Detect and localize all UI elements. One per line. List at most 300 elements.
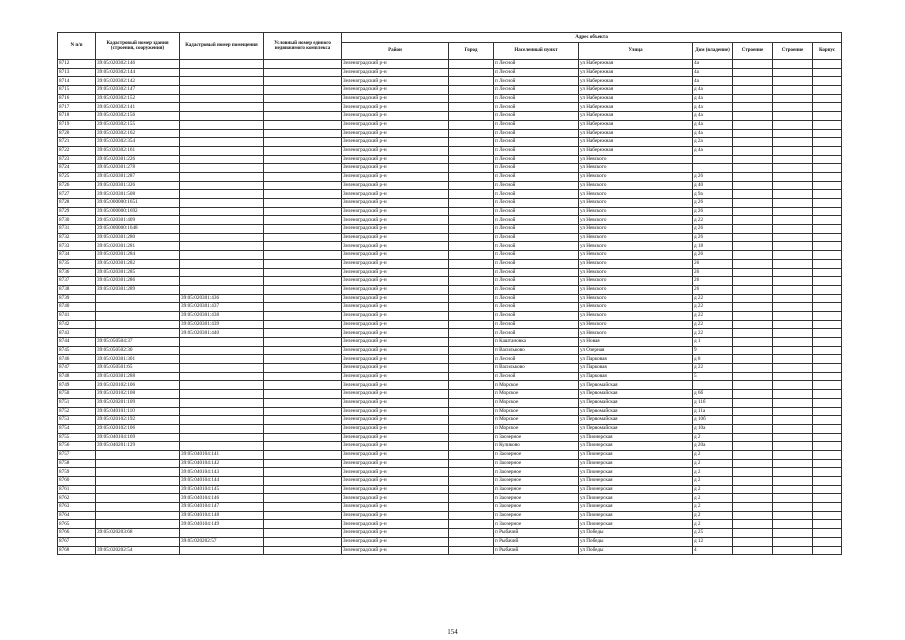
settlement-cell: п Лесной: [494, 120, 579, 129]
block-cell: [813, 381, 842, 390]
structure-cell: [773, 398, 813, 407]
city-cell: [449, 303, 494, 312]
house-cell: д 2: [693, 468, 733, 477]
house-cell: д 25: [693, 529, 733, 538]
cad-building-cell: [96, 485, 180, 494]
house-cell: 4а: [693, 60, 733, 69]
building-cell: [733, 251, 773, 260]
complex-cell: [264, 77, 342, 86]
table-row: [58, 529, 842, 538]
house-cell: [693, 381, 733, 390]
block-cell: [813, 68, 842, 77]
cad-room-cell: 39:05:040104:141: [180, 450, 264, 459]
row-num-cell: 8762: [58, 494, 96, 503]
settlement-cell: п Заозерное: [494, 503, 579, 512]
block-cell: [813, 346, 842, 355]
street-cell: ул Пионерская: [579, 485, 693, 494]
complex-cell: [264, 546, 342, 555]
building-cell: [733, 329, 773, 338]
city-cell: [449, 216, 494, 225]
complex-cell: [264, 120, 342, 129]
structure-cell: [773, 450, 813, 459]
block-cell: [813, 520, 842, 529]
structure-cell: [773, 364, 813, 373]
structure-cell: [773, 338, 813, 347]
house-cell: д 2: [693, 503, 733, 512]
building-cell: [733, 311, 773, 320]
table-row: [58, 416, 842, 425]
district-cell: Зеленоградский р-н: [342, 511, 449, 520]
district-cell: Зеленоградский р-н: [342, 416, 449, 425]
settlement-cell: п Морское: [494, 416, 579, 425]
city-cell: [449, 199, 494, 208]
cad-room-cell: [180, 172, 264, 181]
house-cell: 9: [693, 346, 733, 355]
table-row: [58, 285, 842, 294]
house-cell: д 4а: [693, 112, 733, 121]
structure-cell: [773, 277, 813, 286]
complex-cell: [264, 537, 342, 546]
complex-cell: [264, 172, 342, 181]
building-cell: [733, 433, 773, 442]
street-cell: ул Пионерская: [579, 459, 693, 468]
street-cell: ул Пионерская: [579, 450, 693, 459]
city-cell: [449, 485, 494, 494]
block-cell: [813, 364, 842, 373]
street-cell: ул Набережная: [579, 103, 693, 112]
header-street: Улица: [579, 43, 693, 60]
cad-room-cell: 39:05:040104:142: [180, 459, 264, 468]
table-row: [58, 207, 842, 216]
block-cell: [813, 60, 842, 69]
cad-room-cell: 39:05:040104:147: [180, 503, 264, 512]
building-cell: [733, 285, 773, 294]
cad-building-cell: 39:05:020302:144: [96, 68, 180, 77]
street-cell: ул Невского: [579, 303, 693, 312]
block-cell: [813, 129, 842, 138]
house-cell: д 22: [693, 303, 733, 312]
complex-cell: [264, 329, 342, 338]
table-row: [58, 155, 842, 164]
block-cell: [813, 529, 842, 538]
complex-cell: [264, 303, 342, 312]
house-cell: д 26: [693, 233, 733, 242]
house-cell: д 22: [693, 294, 733, 303]
district-cell: Зеленоградский р-н: [342, 355, 449, 364]
block-cell: [813, 424, 842, 433]
settlement-cell: п Лесной: [494, 303, 579, 312]
cad-building-cell: 39:05:020102:192: [96, 416, 180, 425]
complex-cell: [264, 364, 342, 373]
structure-cell: [773, 164, 813, 173]
house-cell: д 4а: [693, 146, 733, 155]
row-num-cell: 8747: [58, 364, 96, 373]
district-cell: Зеленоградский р-н: [342, 477, 449, 486]
cad-building-cell: [96, 468, 180, 477]
settlement-cell: п Заозерное: [494, 485, 579, 494]
row-num-cell: 8728: [58, 199, 96, 208]
cad-building-cell: 39:05:020302:147: [96, 86, 180, 95]
block-cell: [813, 485, 842, 494]
building-cell: [733, 546, 773, 555]
block-cell: [813, 503, 842, 512]
settlement-cell: п Лесной: [494, 207, 579, 216]
district-cell: Зеленоградский р-н: [342, 285, 449, 294]
street-cell: ул Невского: [579, 320, 693, 329]
district-cell: Зеленоградский р-н: [342, 537, 449, 546]
complex-cell: [264, 477, 342, 486]
table-row: [58, 346, 842, 355]
district-cell: Зеленоградский р-н: [342, 103, 449, 112]
street-cell: ул Новая: [579, 338, 693, 347]
cad-room-cell: [180, 216, 264, 225]
table-row: [58, 468, 842, 477]
structure-cell: [773, 251, 813, 260]
house-cell: [693, 164, 733, 173]
complex-cell: [264, 442, 342, 451]
block-cell: [813, 494, 842, 503]
cad-building-cell: [96, 294, 180, 303]
cad-room-cell: [180, 268, 264, 277]
table-row: [58, 146, 842, 155]
cad-building-cell: 39:05:020203:68: [96, 529, 180, 538]
street-cell: ул Набережная: [579, 146, 693, 155]
city-cell: [449, 277, 494, 286]
cad-room-cell: 39:05:020301:440: [180, 329, 264, 338]
building-cell: [733, 233, 773, 242]
table-row: [58, 103, 842, 112]
cad-building-cell: 39:05:020301:326: [96, 181, 180, 190]
street-cell: ул Парковая: [579, 364, 693, 373]
table-row: [58, 503, 842, 512]
cad-building-cell: 39:05:040101:110: [96, 407, 180, 416]
settlement-cell: п Лесной: [494, 242, 579, 251]
cad-room-cell: [180, 86, 264, 95]
district-cell: Зеленоградский р-н: [342, 146, 449, 155]
street-cell: ул Пионерская: [579, 511, 693, 520]
street-cell: ул Набережная: [579, 112, 693, 121]
structure-cell: [773, 199, 813, 208]
row-num-cell: 8763: [58, 503, 96, 512]
complex-cell: [264, 468, 342, 477]
street-cell: ул Пионерская: [579, 520, 693, 529]
building-cell: [733, 129, 773, 138]
header-settlement: Населенный пункт: [494, 43, 579, 60]
block-cell: [813, 372, 842, 381]
block-cell: [813, 199, 842, 208]
city-cell: [449, 60, 494, 69]
cad-building-cell: 39:05:050502:30: [96, 346, 180, 355]
table-row: [58, 112, 842, 121]
structure-cell: [773, 60, 813, 69]
cad-building-cell: 39:05:020301:284: [96, 251, 180, 260]
row-num-cell: 8748: [58, 372, 96, 381]
cad-building-cell: 39:05:020302:142: [96, 77, 180, 86]
row-num-cell: 8746: [58, 355, 96, 364]
settlement-cell: п Морское: [494, 398, 579, 407]
row-num-cell: 8766: [58, 529, 96, 538]
complex-cell: [264, 225, 342, 234]
complex-cell: [264, 338, 342, 347]
building-cell: [733, 477, 773, 486]
block-cell: [813, 207, 842, 216]
settlement-cell: п Лесной: [494, 164, 579, 173]
city-cell: [449, 120, 494, 129]
complex-cell: [264, 251, 342, 260]
structure-cell: [773, 94, 813, 103]
cad-building-cell: 39:05:020301:281: [96, 242, 180, 251]
complex-cell: [264, 242, 342, 251]
table-row: [58, 364, 842, 373]
settlement-cell: п Лесной: [494, 259, 579, 268]
row-num-cell: 8722: [58, 146, 96, 155]
cad-building-cell: [96, 450, 180, 459]
structure-cell: [773, 485, 813, 494]
table-row: [58, 225, 842, 234]
header-house: Дом (владение): [693, 43, 733, 60]
row-num-cell: 8714: [58, 77, 96, 86]
settlement-cell: п Лесной: [494, 112, 579, 121]
settlement-cell: п Лесной: [494, 181, 579, 190]
cad-room-cell: [180, 390, 264, 399]
city-cell: [449, 207, 494, 216]
block-cell: [813, 225, 842, 234]
street-cell: ул Невского: [579, 277, 693, 286]
cad-room-cell: [180, 181, 264, 190]
building-cell: [733, 355, 773, 364]
cad-room-cell: [180, 259, 264, 268]
city-cell: [449, 294, 494, 303]
district-cell: Зеленоградский р-н: [342, 468, 449, 477]
city-cell: [449, 129, 494, 138]
street-cell: ул Невского: [579, 199, 693, 208]
block-cell: [813, 242, 842, 251]
house-cell: 26: [693, 268, 733, 277]
cad-room-cell: [180, 338, 264, 347]
row-num-cell: 8765: [58, 520, 96, 529]
cad-building-cell: 39:05:020302:354: [96, 138, 180, 147]
row-num-cell: 8718: [58, 112, 96, 121]
complex-cell: [264, 320, 342, 329]
row-num-cell: 8752: [58, 407, 96, 416]
cad-room-cell: 39:05:020301:437: [180, 303, 264, 312]
table-row: [58, 485, 842, 494]
settlement-cell: п Куликово: [494, 442, 579, 451]
block-cell: [813, 433, 842, 442]
building-cell: [733, 190, 773, 199]
row-num-cell: 8713: [58, 68, 96, 77]
settlement-cell: п Морское: [494, 381, 579, 390]
structure-cell: [773, 233, 813, 242]
street-cell: ул Набережная: [579, 138, 693, 147]
street-cell: ул Невского: [579, 329, 693, 338]
structure-cell: [773, 442, 813, 451]
row-num-cell: 8767: [58, 537, 96, 546]
district-cell: Зеленоградский р-н: [342, 459, 449, 468]
table-row: [58, 268, 842, 277]
city-cell: [449, 477, 494, 486]
table-row: [58, 520, 842, 529]
cad-building-cell: 39:05:020102:108: [96, 390, 180, 399]
complex-cell: [264, 68, 342, 77]
cad-room-cell: [180, 372, 264, 381]
complex-cell: [264, 181, 342, 190]
district-cell: Зеленоградский р-н: [342, 233, 449, 242]
city-cell: [449, 503, 494, 512]
building-cell: [733, 364, 773, 373]
building-cell: [733, 294, 773, 303]
cad-room-cell: [180, 433, 264, 442]
block-cell: [813, 138, 842, 147]
complex-cell: [264, 60, 342, 69]
house-cell: д 12: [693, 537, 733, 546]
building-cell: [733, 164, 773, 173]
structure-cell: [773, 216, 813, 225]
structure-cell: [773, 190, 813, 199]
cad-building-cell: 39:05:050501:65: [96, 364, 180, 373]
building-cell: [733, 155, 773, 164]
block-cell: [813, 285, 842, 294]
cad-building-cell: 39:05:040201:129: [96, 442, 180, 451]
district-cell: Зеленоградский р-н: [342, 77, 449, 86]
block-cell: [813, 268, 842, 277]
settlement-cell: п Лесной: [494, 251, 579, 260]
structure-cell: [773, 390, 813, 399]
house-cell: д 2: [693, 433, 733, 442]
table-row: [58, 546, 842, 555]
settlement-cell: п Лесной: [494, 216, 579, 225]
row-num-cell: 8723: [58, 155, 96, 164]
block-cell: [813, 190, 842, 199]
cad-room-cell: [180, 190, 264, 199]
building-cell: [733, 225, 773, 234]
settlement-cell: п Рыбачий: [494, 529, 579, 538]
street-cell: ул Озерная: [579, 346, 693, 355]
structure-cell: [773, 294, 813, 303]
complex-cell: [264, 372, 342, 381]
row-num-cell: 8753: [58, 416, 96, 425]
cad-building-cell: 39:05:020302:156: [96, 112, 180, 121]
house-cell: д 4а: [693, 120, 733, 129]
cad-room-cell: [180, 416, 264, 425]
building-cell: [733, 216, 773, 225]
cad-room-cell: [180, 407, 264, 416]
table-row: [58, 494, 842, 503]
block-cell: [813, 407, 842, 416]
block-cell: [813, 94, 842, 103]
house-cell: д 4а: [693, 86, 733, 95]
district-cell: Зеленоградский р-н: [342, 225, 449, 234]
structure-cell: [773, 242, 813, 251]
house-cell: 4а: [693, 77, 733, 86]
house-cell: 4а: [693, 68, 733, 77]
table-row: [58, 511, 842, 520]
building-cell: [733, 537, 773, 546]
settlement-cell: п Заозерное: [494, 494, 579, 503]
district-cell: Зеленоградский р-н: [342, 60, 449, 69]
city-cell: [449, 346, 494, 355]
house-cell: д 22: [693, 364, 733, 373]
complex-cell: [264, 155, 342, 164]
city-cell: [449, 433, 494, 442]
structure-cell: [773, 468, 813, 477]
header-structure: Строение: [773, 43, 813, 60]
building-cell: [733, 68, 773, 77]
building-cell: [733, 181, 773, 190]
table-row: [58, 277, 842, 286]
district-cell: Зеленоградский р-н: [342, 207, 449, 216]
district-cell: Зеленоградский р-н: [342, 364, 449, 373]
house-cell: д 26: [693, 199, 733, 208]
structure-cell: [773, 155, 813, 164]
district-cell: Зеленоградский р-н: [342, 112, 449, 121]
row-num-cell: 8731: [58, 225, 96, 234]
block-cell: [813, 259, 842, 268]
complex-cell: [264, 398, 342, 407]
block-cell: [813, 320, 842, 329]
house-cell: д 11а: [693, 407, 733, 416]
cad-room-cell: [180, 285, 264, 294]
cad-building-cell: [96, 311, 180, 320]
structure-cell: [773, 207, 813, 216]
row-num-cell: 8749: [58, 381, 96, 390]
complex-cell: [264, 268, 342, 277]
table-row: [58, 190, 842, 199]
district-cell: Зеленоградский р-н: [342, 242, 449, 251]
complex-cell: [264, 277, 342, 286]
building-cell: [733, 60, 773, 69]
street-cell: ул Первомайская: [579, 424, 693, 433]
row-num-cell: 8738: [58, 285, 96, 294]
settlement-cell: п Лесной: [494, 199, 579, 208]
city-cell: [449, 233, 494, 242]
building-cell: [733, 372, 773, 381]
table-row: [58, 303, 842, 312]
table-row: [58, 311, 842, 320]
city-cell: [449, 450, 494, 459]
cad-building-cell: 39:05:020102:106: [96, 381, 180, 390]
building-cell: [733, 138, 773, 147]
cad-building-cell: 39:05:020301:286: [96, 277, 180, 286]
row-num-cell: 8732: [58, 233, 96, 242]
settlement-cell: п Лесной: [494, 320, 579, 329]
city-cell: [449, 372, 494, 381]
settlement-cell: п Лесной: [494, 86, 579, 95]
cad-room-cell: [180, 277, 264, 286]
city-cell: [449, 468, 494, 477]
settlement-cell: п Заозерное: [494, 511, 579, 520]
settlement-cell: п Лесной: [494, 285, 579, 294]
property-register-table: [57, 32, 842, 555]
district-cell: Зеленоградский р-н: [342, 199, 449, 208]
block-cell: [813, 450, 842, 459]
house-cell: [693, 155, 733, 164]
street-cell: ул Невского: [579, 311, 693, 320]
complex-cell: [264, 285, 342, 294]
cad-room-cell: [180, 442, 264, 451]
cad-room-cell: [180, 120, 264, 129]
cad-room-cell: [180, 424, 264, 433]
cad-building-cell: 39:05:020301:280: [96, 233, 180, 242]
cad-building-cell: [96, 494, 180, 503]
building-cell: [733, 207, 773, 216]
house-cell: д 18: [693, 242, 733, 251]
row-num-cell: 8760: [58, 477, 96, 486]
table-row: [58, 442, 842, 451]
building-cell: [733, 511, 773, 520]
cad-building-cell: 39:05:000000:1648: [96, 225, 180, 234]
house-cell: 4: [693, 546, 733, 555]
